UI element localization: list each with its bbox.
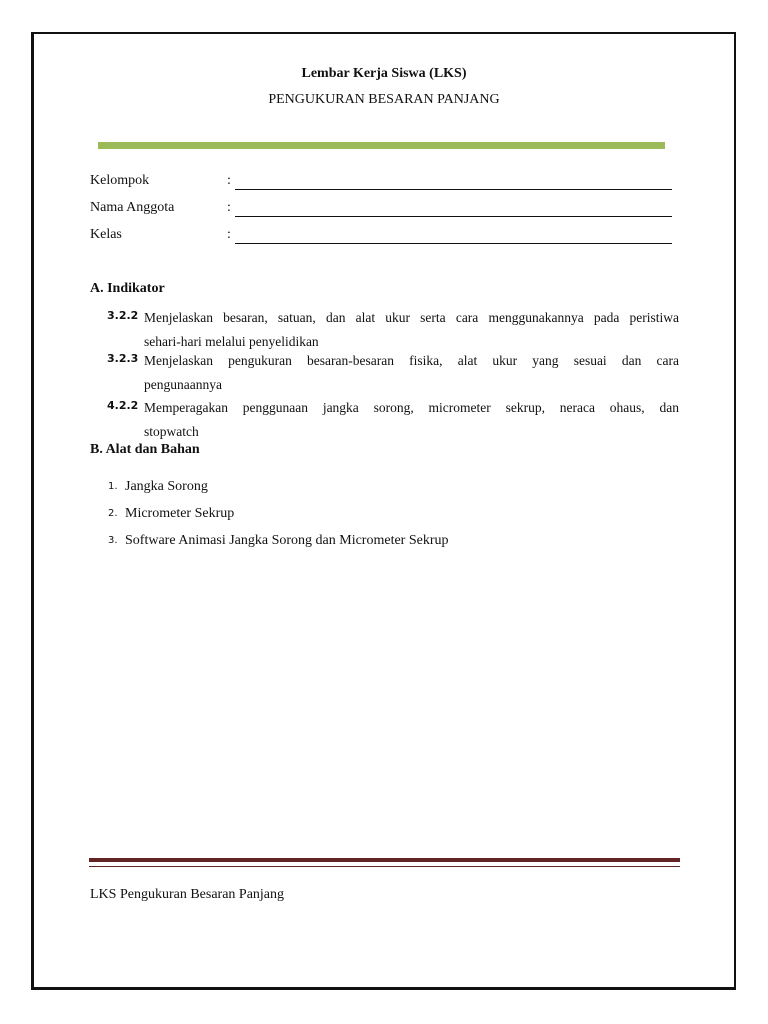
document-subtitle: PENGUKURAN BESARAN PANJANG (268, 92, 500, 107)
field-colon: : (227, 173, 231, 188)
indicator-text (144, 349, 679, 397)
kelompok-fill-line[interactable] (235, 189, 672, 190)
indicator-text (144, 306, 679, 354)
kelas-fill-line[interactable] (235, 243, 672, 244)
accent-divider (98, 142, 665, 149)
section-b-heading: B. Alat dan Bahan (90, 442, 200, 457)
footer-rule (89, 858, 680, 862)
field-kelompok (90, 173, 672, 193)
list-text: Jangka Sorong (125, 479, 208, 494)
list-text: Software Animasi Jangka Sorong dan Micrometer Sekrup (125, 533, 449, 548)
indicator-line: Menjelaskan besaran, satuan, dan alat ukur serta cara menggunakannya pada peristiwa (144, 310, 679, 325)
indicator-line: Menjelaskan pengukuran besaran-besaran fisika, alat ukur yang sesuai dan cara (144, 353, 679, 368)
field-label: Nama Anggota (90, 200, 175, 215)
section-a-heading: A. Indikator (90, 281, 165, 296)
field-colon: : (227, 200, 231, 215)
document-title: Lembar Kerja Siswa (LKS) (301, 66, 467, 81)
field-colon: : (227, 227, 231, 242)
indicator-code: 3.2.3 (107, 352, 139, 365)
list-number: 3. (108, 535, 118, 546)
field-label: Kelompok (90, 173, 150, 188)
footer-rule-thin (89, 866, 680, 867)
field-kelas (90, 227, 672, 247)
indicator-line: pengunaannya (144, 377, 222, 392)
indicator-item (107, 306, 679, 354)
indicator-item (107, 349, 679, 397)
indicator-text (144, 396, 679, 444)
footer-text: LKS Pengukuran Besaran Panjang (90, 887, 285, 902)
list-number: 2. (108, 508, 118, 519)
indicator-item (107, 396, 679, 444)
indicator-line: Memperagakan penggunaan jangka sorong, micrometer sekrup, neraca ohaus, dan (144, 400, 679, 415)
nama-anggota-fill-line[interactable] (235, 216, 672, 217)
indicator-line: sehari-hari melalui penyelidikan (144, 334, 319, 349)
indicator-code: 3.2.2 (107, 309, 139, 322)
list-number: 1. (108, 481, 118, 492)
field-label: Kelas (90, 227, 122, 242)
field-nama-anggota (90, 200, 672, 220)
indicator-line: stopwatch (144, 424, 199, 439)
indicator-code: 4.2.2 (107, 399, 139, 412)
list-text: Micrometer Sekrup (125, 506, 235, 521)
